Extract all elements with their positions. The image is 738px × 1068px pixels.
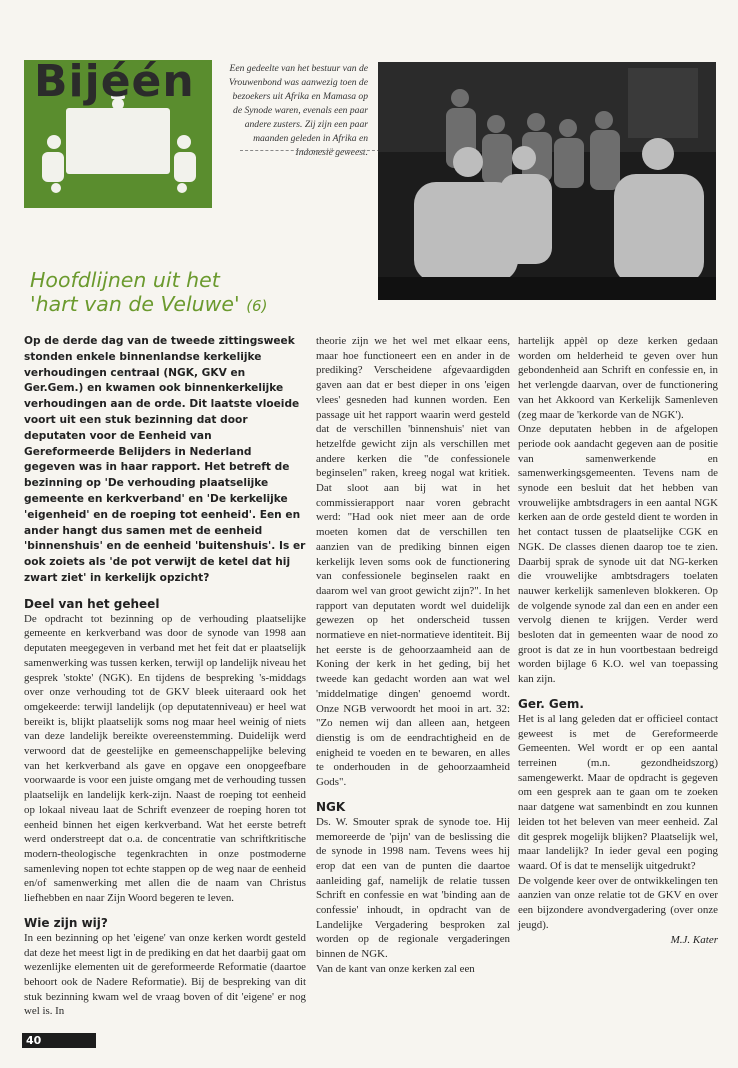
headline-line-1: Hoofdlijnen uit het [30, 268, 220, 292]
headline-number: (6) [246, 297, 268, 315]
caption-divider [240, 150, 380, 151]
section-heading-ngk: NGK [316, 799, 346, 814]
headline-line-2 [30, 292, 360, 318]
article-headline [30, 268, 360, 318]
column-3-text: hartelijk appèl op deze kerken gedaan worden om helderheid te geven over hun gebondenheid aan Schrift en confessie en, in het verlengde daarvan, over de functionering van het Akkoord van Kerkelijk Samenleven (zeg maar de 'kerkorde van de NGK'). [518, 335, 718, 421]
column-2-text: theorie zijn we het wel met elkaar eens, maar hoe functioneert een en ander in de prediking? Verscheidene afgevaardigden gaven aan dat er best dieper in ons 'eigen vlees' gesneden had kunnen worden. Een passage uit het rapport waarin werd gesteld dat de verschillen 'binnenshuis' niet van hetzelfde gewicht zijn als verschillen met andere kerken die "de confessionele beginselen" raken, kreeg nogal wat kritiek. Dat sloot aan bij wat in het commissierapport naar voren gebracht werd: "Had ook niet meer aan de orde moeten komen dat de verschillen ten aanzien van de prediking binnen eigen kerkelijk leven soms ook de functionering van confessionele beginselen raakt en daarom wel van groot gewicht zijn?". In het rapport van deputaten wordt wel duidelijk gewezen op het onderscheid tussen normatieve en niet-normatieve identiteit. Bij het eerste is de gehoorzaamheid aan de Koning der kerk in het geding, bij het tweede kan gedacht worden aan wat wel 'middelmatige dingen' genoemd wordt. Onze NGB verwoordt het mooi in art. 32: "Zo nemen wij dan alleen aan, hetgeen dienstig is om de eendrachtigheid en de enigheid te voeden en te bewaren, en alles te onderhouden in de gehoorzaamheid Gods". [316, 335, 510, 789]
column-2 [316, 334, 510, 977]
photo-caption: Een gedeelte van het bestuur van de Vrouwenbond was aanwezig toen de bezoekers uit Afrika en Mamasa op de Synode waren, evenals een paar andere zusters. Zij zijn een paar maanden geleden in Afrika en Indonesië geweest. [228, 63, 368, 158]
section-text-ger-gem: Het is al lang geleden dat er officieel contact geweest is met de Gereformeerde Gemeenten. Wel wordt er op een aantal terreinen (m.n. gezondheidszorg) samengewerkt. Maar de opdracht is gegeven om een gesprek aan te gaan om te zoeken naar datgene wat samenbindt en zou kunnen leiden tot het beleven van meer eenheid. Zal dit gesprek mogelijk blijken? Plaatselijk wel, maar landelijk? In ieder geval een poging waard. Of is dat te menselijk uitgedrukt? [518, 712, 718, 872]
intro-paragraph: Op de derde dag van de tweede zittingsweek stonden enkele binnenlandse kerkelijke verhoudingen centraal (NGK, GKV en Ger.Gem.) en kwamen ook binnenkerkelijke verhoudingen aan de orde. Dit laatste vloeide voort uit een stuk bezinning dat door deputaten voor de Eenheid van Gereformeerde Belijders in Nederland gegeven was in haar rapport. Het betreft de bezinning op 'De verhouding plaatselijke gemeente en kerkverband' en 'De kerkelijke 'eigenheid' en de roeping tot eenheid'. Een en ander hangt dus samen met de eenheid 'binnenshuis' en de eenheid 'buitenshuis'. Is er ook zoiets als 'de pot verwijt de ketel dat hij zwart ziet' in kerkelijk opzicht? [24, 335, 306, 584]
author-signature: M.J. Kater [670, 934, 718, 947]
column-1 [24, 334, 306, 1019]
group-photo-icon [378, 62, 716, 300]
column-3-text-2: Onze deputaten hebben in de afgelopen periode ook aandacht gegeven aan de positie van samenwerkende en samenwerkingsgemeenten. Tevens nam de synode een besluit dat het hebben van vrouwelijke ambtsdragers in een aantal NGK kerken aan de orde gesteld dient te worden in het contact tussen de plaatselijke CGK en NGK. De classes dienen daarop toe te zien. Daarbij sprak de synode uit dat NG-kerken die vrouwelijke ambtsdragers toelaten nauwer kerkelijk samenleven blokkeren. Op de volgende synode zal dan een en ander een vervolg dienen te krijgen. Verder werd besloten dat in gemeenten waar de nood zo groot is dat ze in hun voortbestaan bedreigd worden bijlage 6 K.O. wel van toepassing kan zijn. [518, 423, 718, 686]
section-text-wie-zijn-wij: In een bezinning op het 'eigene' van onze kerken wordt gesteld dat deze het meest ligt in de prediking en dat het daarbij gaat om wezenlijke elementen uit de gereformeerde Reformatie (daartoe behoort ook de Nadere Reformatie). Bij de bespreking van dit stuk bezinning kwam wel de vraag boven of dit 'eigene' er nog wel is. In [24, 931, 306, 1018]
column-3 [518, 334, 718, 946]
page-number: 40 [26, 1034, 42, 1047]
section-heading-wie-zijn-wij: Wie zijn wij? [24, 915, 108, 930]
logo-title: Bijéén [34, 56, 195, 107]
headline-text: 'hart van de Veluwe' [30, 292, 240, 316]
section-heading-deel-van-het-geheel: Deel van het geheel [24, 596, 160, 611]
section-text-deel-van-het-geheel: De opdracht tot bezinning op de verhouding plaatselijke gemeente en kerkverband was door de synode van 1998 aan deputaten meegegeven in verband met het feit dat er plaatselijk samenwerking was tussen kerken, terwijl op landelijk niveau het gesprek 'stokte' (NGK). En tijdens de bespreking 's-middags over onze verhouding tot de GKV bleek uiteraard ook het omgekeerde: terwijl landelijk (op deputatenniveau) er heel wat bereikt is, blijkt plaatselijk soms nog maar heel weinig of niets van deze landelijk bereikte overeenstemming. Duidelijk werd verwoord dat de geestelijke en gemeenschappelijke beleving van het kerkverband als gave en opgave een onopgeefbare voorwaarde is voor een juiste omgang met de verhouding tussen plaatselijk en landelijk kerk-zijn. Naast de roeping tot eenheid op lokaal niveau laat de Schrift evenzeer de roeping horen tot eenheid binnen het eigen kerkverband. Wat het eerste betreft werd onderstreept dat o.a. de concentratie van schriftkritische modern-theologische tegenkrachten in onze postmoderne samenleving nopen tot echte stappen op de weg naar de eenheid en/of samenwerking met allen die de naam van Christus liefhebben en naar Zijn Woord begeren te leven. [24, 612, 306, 905]
section-text-ngk-2: Van de kant van onze kerken zal een [316, 962, 475, 975]
section-text-ngk: Ds. W. Smouter sprak de synode toe. Hij memoreerde de 'pijn' van de beslissing die de synode in 1998 nam. Tevens wees hij erop dat een van de punten die daartoe aanleiding gaf, namelijk de relatie tussen Schrift en confessie en wat 'binding aan de confessie' inhoudt, in opdracht van de Landelijke Vergadering besproken zal worden op de regionale vergaderingen binnen de NGK. [316, 815, 510, 961]
section-heading-ger-gem: Ger. Gem. [518, 696, 584, 711]
section-text-ger-gem-2: De volgende keer over de ontwikkelingen ten aanzien van onze relatie tot de GKV en over een bijzondere avondvergadering (over onze jeugd). [518, 874, 718, 931]
